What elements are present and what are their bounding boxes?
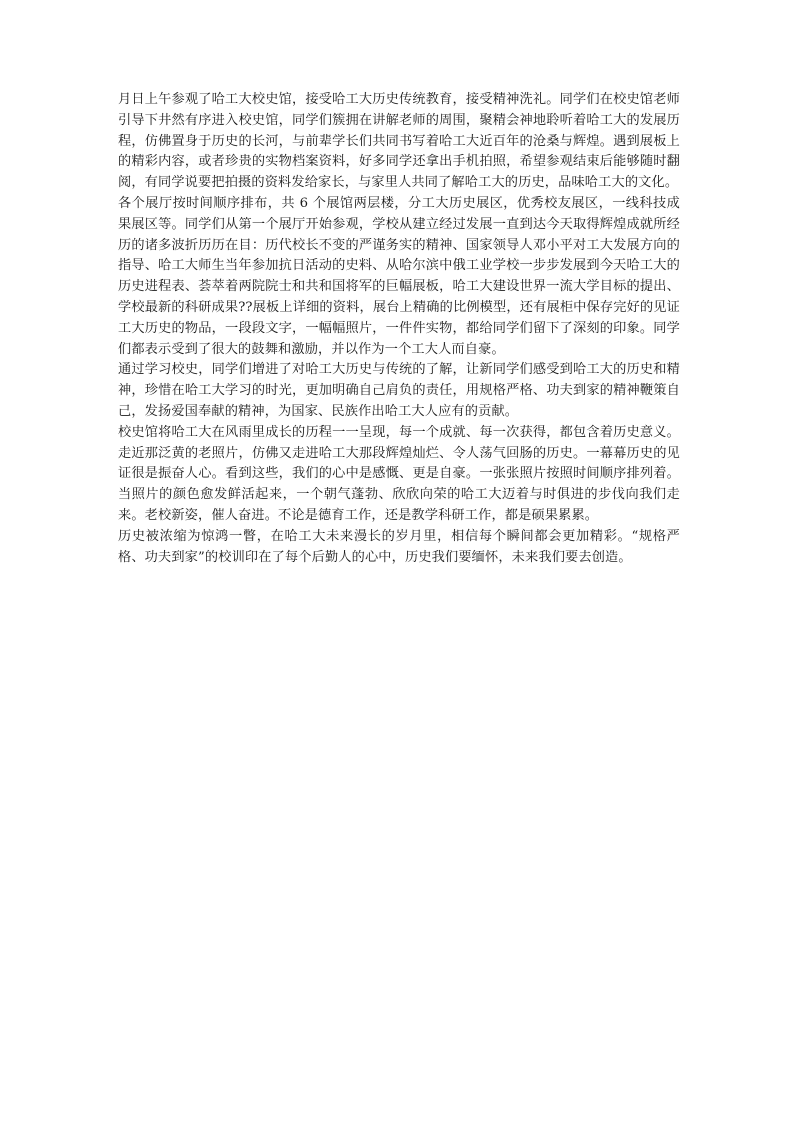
paragraph-3: 通过学习校史，同学们增进了对哈工大历史与传统的了解，让新同学们感受到哈工大的历史和精神，珍惜在哈工大学习的时光，更加明确自己肩负的责任，用规格严格、功夫到家的精神鞭策自己，发扬爱国奉献的精神，为国家、民族作出哈工大人应有的贡献。 bbox=[118, 362, 680, 419]
paragraph-2: 各个展厅按时间顺序排布，共 6 个展馆两层楼，分工大历史展区，优秀校友展区，一线科技成果展区等。同学们从第一个展厅开始参观，学校从建立经过发展一直到达今天取得辉煌成就所经历的诸多波折历历在目：历代校长不变的严谨务实的精神、国家领导人邓小平对工大发展方向的指导、哈工大师生当年参加抗日活动的史料、从哈尔滨中俄工业学校一步步发展到今天哈工大的历史进程表、荟萃着两院院士和共和国将军的巨幅展板，哈工大建设世界一流大学目标的提出、学校最新的科研成果??展板上详细的资料，展台上精确的比例模型，还有展柜中保存完好的见证工大历史的物品，一段段文字，一幅幅照片，一件件实物，都给同学们留下了深刻的印象。同学们都表示受到了很大的鼓舞和激励，并以作为一个工大人而自豪。 bbox=[118, 195, 680, 357]
paragraph-1: 月日上午参观了哈工大校史馆，接受哈工大历史传统教育，接受精神洗礼。同学们在校史馆老师引导下井然有序进入校史馆，同学们簇拥在讲解老师的周围，聚精会神地聆听着哈工大的发展历程，仿佛置身于历史的长河，与前辈学长们共同书写着哈工大近百年的沧桑与辉煌。遇到展板上的精彩内容，或者珍贵的实物档案资料，好多同学还拿出手机拍照，希望参观结束后能够随时翻阅，有同学说要把拍摄的资料发给家长，与家里人共同了解哈工大的历史，品味哈工大的文化。 bbox=[118, 92, 680, 191]
paragraph-4: 校史馆将哈工大在风雨里成长的历程一一呈现，每一个成就、每一次获得，都包含着历史意义。走近那泛黄的老照片，仿佛又走进哈工大那段辉煌灿烂、令人荡气回肠的历史。一幕幕历史的见证很是振奋人心。看到这些，我们的心中是感慨、更是自豪。一张张照片按照时间顺序排列着。当照片的颜色愈发鲜活起来，一个朝气蓬勃、欣欣向荣的哈工大迈着与时俱进的步伐向我们走来。老校新姿，催人奋进。不论是德育工作，还是教学科研工作，都是硕果累累。 bbox=[118, 424, 680, 523]
document-body bbox=[118, 90, 680, 568]
paragraph-5: 历史被浓缩为惊鸿一瞥，在哈工大未来漫长的岁月里，相信每个瞬间都会更加精彩。“规格严格、功夫到家”的校训印在了每个后勤人的心中，历史我们要缅怀，未来我们要去创造。 bbox=[118, 528, 680, 565]
